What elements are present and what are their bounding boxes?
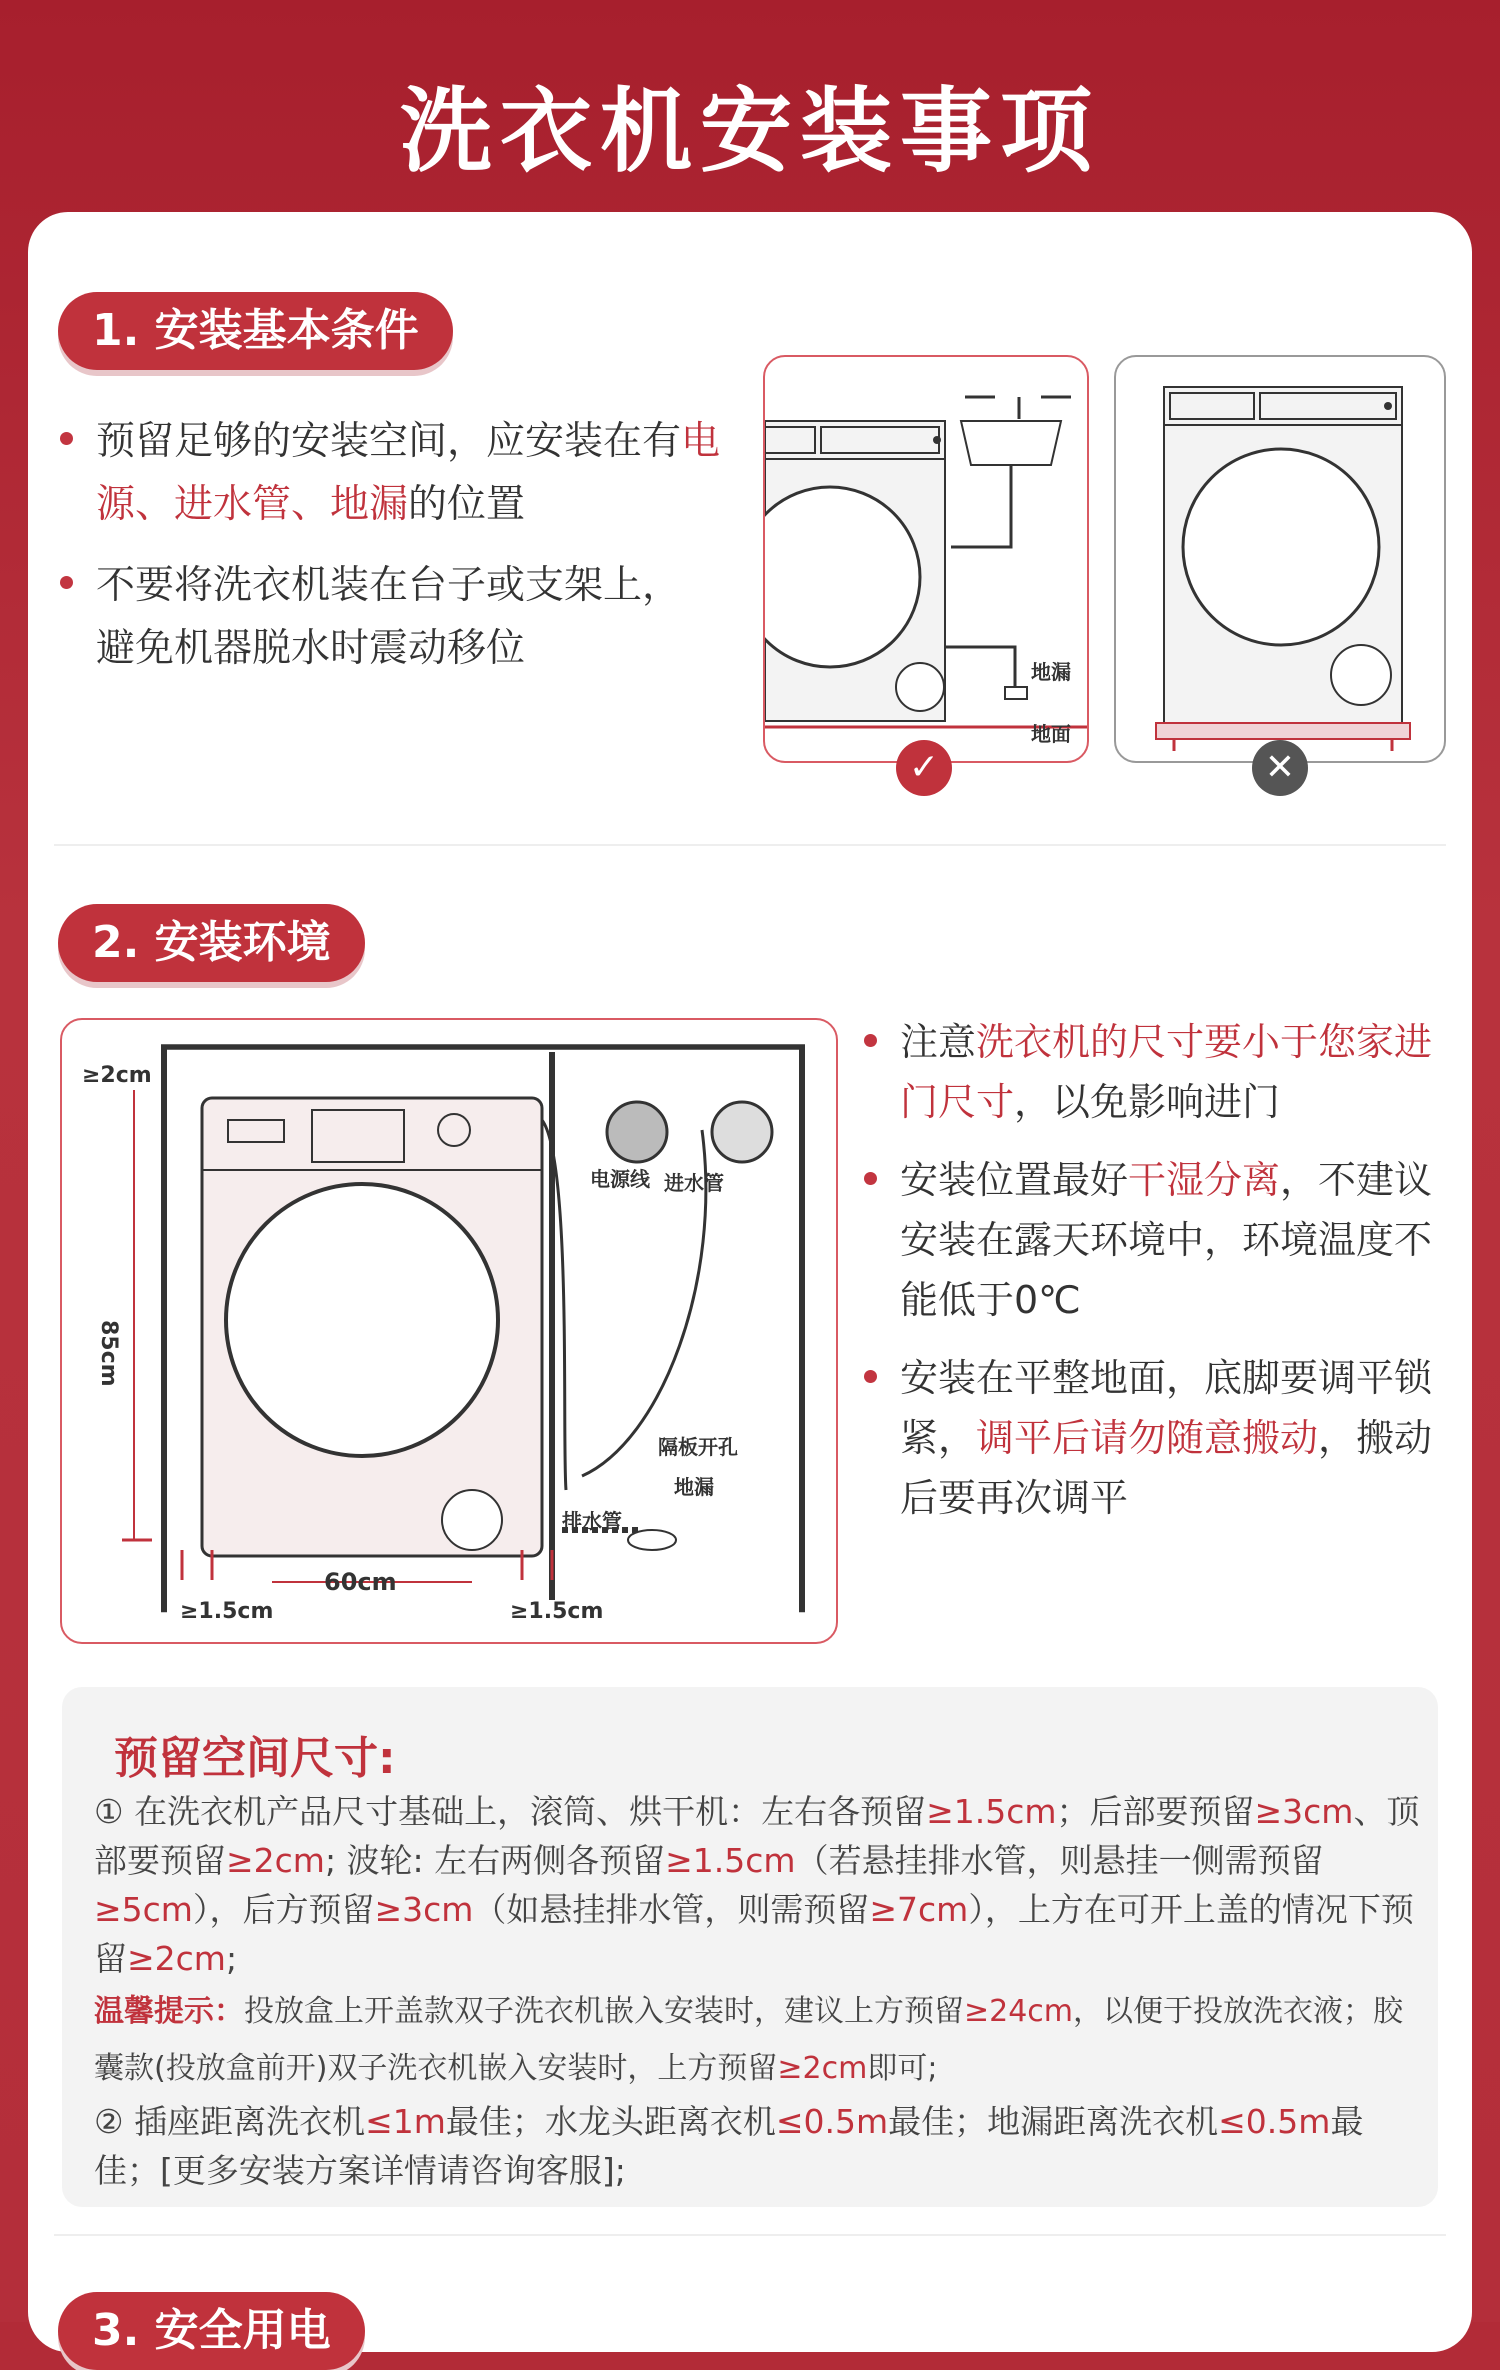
diagram-wrong-installation bbox=[1114, 355, 1446, 763]
drain-pipe-label: 排水管 bbox=[562, 1509, 622, 1533]
list-item: 安装在平整地面，底脚要调平锁紧，调平后请勿随意搬动，搬动后要再次调平 bbox=[864, 1348, 1454, 1528]
list-item: 预留足够的安装空间，应安装在有电源、进水管、地漏的位置 bbox=[60, 410, 760, 536]
divider bbox=[54, 2234, 1446, 2236]
reserve-tip: 温馨提示：投放盒上开盖款双子洗衣机嵌入安装时，建议上方预留≥24cm，以便于投放洗衣液；胶囊款(投放盒前开)双子洗衣机嵌入安装时，上方预留≥2cm即可; bbox=[94, 1994, 1404, 2086]
close-icon: ✕ bbox=[1252, 740, 1308, 796]
page-title: 洗衣机安装事项 bbox=[399, 78, 1100, 185]
partition-hole-label: 隔板开孔 bbox=[658, 1435, 738, 1459]
installation-environment-diagram bbox=[60, 1018, 838, 1644]
inlet-hose-label: 进水管 bbox=[664, 1171, 724, 1195]
divider bbox=[54, 844, 1446, 846]
washer-on-stand-illustration bbox=[1116, 357, 1444, 761]
reserve-space-box bbox=[62, 1687, 1438, 2207]
reserve-paragraph-1: ① 在洗衣机产品尺寸基础上，滚筒、烘干机：左右各预留≥1.5cm；后部要预留≥3cm、顶部要预留≥2cm; 波轮: 左右两侧各预留≥1.5cm（若悬挂排水管，则悬挂一侧需预留≥5cm），后方预留≥3cm（如悬挂排水管，则需预留≥7cm），上方在可开上盖的情况下预留≥2cm; bbox=[94, 1792, 1420, 1978]
section1-title: 1. 安装基本条件 bbox=[58, 292, 453, 370]
content-card bbox=[28, 212, 1472, 2356]
section2-title: 2. 安装环境 bbox=[58, 904, 365, 982]
bullet-dot bbox=[60, 576, 73, 589]
floor-drain-label: 地漏 bbox=[674, 1475, 714, 1499]
section3-title: 3. 安全用电 bbox=[58, 2292, 365, 2370]
bullet-dot bbox=[864, 1370, 877, 1383]
bullet-dot bbox=[864, 1172, 877, 1185]
floor-drain-label: 地漏 bbox=[1031, 660, 1071, 684]
diagram-correct-installation bbox=[763, 355, 1089, 763]
section2-text bbox=[864, 1012, 1454, 1546]
floor-label: 地面 bbox=[1031, 722, 1071, 746]
left-gap-label: ≥1.5cm bbox=[180, 1599, 274, 1624]
reserve-paragraph-2: ② 插座距离洗衣机≤1m最佳；水龙头距离衣机≤0.5m最佳；地漏距离洗衣机≤0.5m最佳；[更多安装方案详情请咨询客服]; bbox=[94, 2102, 1364, 2190]
right-gap-label: ≥1.5cm bbox=[510, 1599, 604, 1624]
list-item: 安装位置最好干湿分离，不建议安装在露天环境中，环境温度不能低于0℃ bbox=[864, 1150, 1454, 1330]
reserve-text bbox=[94, 1787, 1424, 2195]
check-icon: ✓ bbox=[896, 740, 952, 796]
list-item: 不要将洗衣机装在台子或支架上， 避免机器脱水时震动移位 bbox=[60, 554, 760, 680]
width-label: 60cm bbox=[324, 1568, 397, 1596]
height-label: 85cm bbox=[96, 1320, 121, 1387]
bullet-dot bbox=[60, 432, 73, 445]
power-cord-label: 电源线 bbox=[590, 1167, 650, 1191]
section1-text bbox=[60, 410, 760, 698]
reserve-title: 预留空间尺寸: bbox=[114, 1733, 396, 1784]
top-gap-label: ≥2cm bbox=[82, 1063, 152, 1088]
list-item: 注意洗衣机的尺寸要小于您家进门尺寸，以免影响进门 bbox=[864, 1012, 1454, 1132]
washer-floor-illustration bbox=[765, 357, 1087, 761]
bullet-dot bbox=[864, 1034, 877, 1047]
washer-dimension-illustration bbox=[62, 1020, 836, 1642]
